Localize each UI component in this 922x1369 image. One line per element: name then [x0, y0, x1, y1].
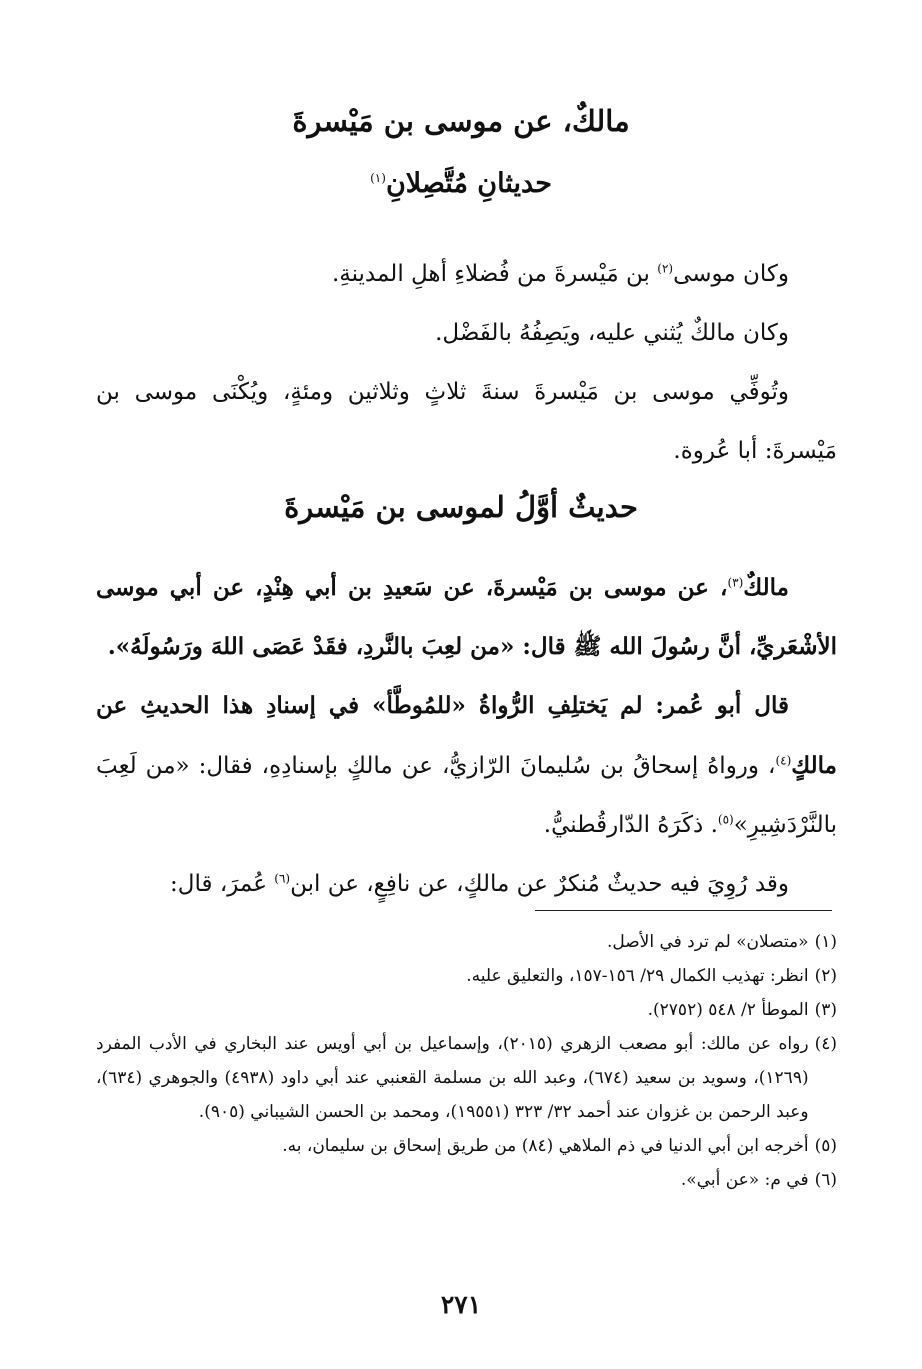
footnote-ref-6[interactable]: (٦): [274, 871, 291, 886]
footnotes: [96, 925, 837, 1197]
footnote-1: [96, 925, 837, 959]
page-number: ٢٧١: [440, 1290, 482, 1319]
footnote-separator: [535, 910, 832, 911]
footnote-6: [96, 1163, 837, 1197]
hadith-paragraph-text: ، عن موسى بن مَيْسرةَ، عن سَعيدِ بن أبي هِنْدٍ، عن أبي موسى الأشْعَريِّ، أنَّ رسُولَ الله ﷺ قال: «من لعِبَ بالنَّردِ، فقَدْ عَصَى اللهَ ورَسُولَهُ».: [96, 574, 837, 660]
footnote-ref-3[interactable]: (٣): [727, 575, 744, 590]
footnote-4: [96, 1027, 837, 1129]
intro-paragraph-1: [96, 245, 837, 304]
intro-paragraph-2: وكان مالكٌ يُثني عليه، ويَصِفُهُ بالفَضْل.: [435, 320, 789, 346]
footnote-number: (٢): [814, 966, 837, 986]
hadith-section: [96, 558, 837, 914]
footnote-text: في م: «عن أبي».: [680, 1170, 809, 1190]
chapter-subtitle-text: حديثانِ مُتَّصِلانِ: [385, 168, 552, 199]
hadith-heading: حديثٌ أوَّلُ لموسى بن مَيْسرةَ: [284, 490, 638, 524]
final-paragraph-start: وقد رُوِيَ فيه حديثٌ مُنكرٌ عن مالكٍ، عن نافِعٍ، عن ابن: [290, 871, 789, 897]
intro-paragraph-1-start: وكان موسى: [673, 261, 789, 287]
footnote-number: (٥): [814, 1136, 837, 1156]
final-paragraph: [96, 855, 837, 914]
commentary-middle: ، ورواهُ إسحاقُ بن سُليمانَ الرّازيُّ، عن مالكٍ بإسنادِهِ، فقال: «من لَعِبَ بالنَّرْدَشِيرِ»: [96, 753, 837, 838]
intro-section: [96, 245, 837, 481]
footnote-number: (٤): [814, 1034, 837, 1054]
footnote-number: (٦): [814, 1170, 837, 1190]
footnote-text: أخرجه ابن أبي الدنيا في ذم الملاهي (٨٤) من طريق إسحاق بن سليمان، به.: [282, 1136, 809, 1156]
chapter-title: مالكٌ، عن موسى بن مَيْسرةَ: [292, 104, 630, 138]
footnote-text: الموطأ ٢/ ٥٤٨ (٢٧٥٢).: [647, 1000, 809, 1020]
hadith-paragraph: [96, 558, 837, 676]
footnote-text: «متصلان» لم ترد في الأصل.: [606, 932, 809, 952]
footnote-3: [96, 993, 837, 1027]
footnote-text: انظر: تهذيب الكمال ٢٩/ ١٥٦-١٥٧، والتعليق عليه.: [466, 966, 809, 986]
intro-paragraph-1-end: بن مَيْسرةَ من فُضلاءِ أهلِ المدينةِ.: [331, 261, 658, 287]
footnote-ref-4[interactable]: (٤): [775, 753, 792, 768]
footnote-text: رواه عن مالك: أبو مصعب الزهري (٢٠١٥)، وإسماعيل بن أبي أويس عند البخاري في الأدب المفرد (١٢٦٩)، وسويد بن سعيد (٦٧٤)، وعبد الله بن مسلمة القعنبي عند أبي داود (٤٩٣٨) والجوهري (٦٣٤)، وعبد الرحمن بن غزوان عند أحمد ٣٢/ ٣٢٣ (١٩٥٥١)، ومحمد بن الحسن الشيباني (٩٠٥).: [96, 1034, 809, 1122]
intro-paragraph-3: وتُوفِّي موسى بن مَيْسرةَ سنةَ ثلاثٍ وثلاثين ومئةٍ، ويُكْنَى موسى بن مَيْسرةَ: أبا عُروة.: [96, 379, 837, 464]
footnote-5: [96, 1129, 837, 1163]
chapter-subtitle: [95, 168, 827, 199]
footnote-ref-1[interactable]: (١): [370, 171, 386, 185]
footnote-ref-5[interactable]: (٥): [717, 812, 734, 827]
footnote-number: (٣): [814, 1000, 837, 1020]
commentary-end: . ذكَرَهُ الدّارقُطنيُّ.: [543, 812, 718, 838]
commentary-start: قال أبو عُمر: لم يَختلِفِ الرُّواةُ «للمُوطَّأ» في إسنادِ هذا الحديثِ عن مالكٍ: [96, 692, 837, 779]
footnote-2: [96, 959, 837, 993]
footnote-number: (١): [814, 932, 837, 952]
final-paragraph-end: عُمرَ، قال:: [170, 871, 275, 897]
hadith-paragraph-start: مالكٌ: [743, 574, 789, 601]
footnote-ref-2[interactable]: (٢): [657, 261, 674, 276]
commentary-paragraph: [96, 676, 837, 855]
